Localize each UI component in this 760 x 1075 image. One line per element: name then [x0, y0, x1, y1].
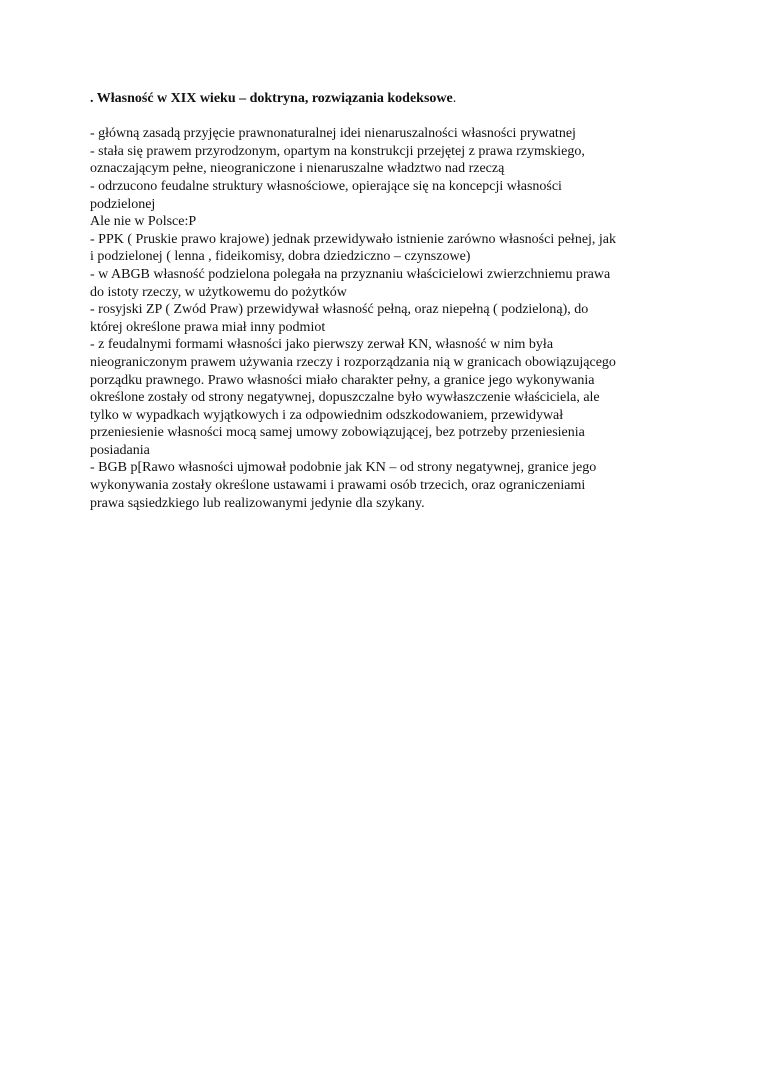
- text-line: i podzielonej ( lenna , fideikomisy, dobra dziedziczno – czynszowe): [90, 249, 471, 265]
- text-line: - w ABGB własność podzielona polegała na przyznaniu właścicielowi zwierzchniemu prawa: [90, 266, 611, 282]
- text-line: której określone prawa miał inny podmiot: [90, 319, 326, 335]
- document-title: [90, 90, 690, 108]
- text-line: wykonywania zostały określone ustawami i prawami osób trzecich, oraz ograniczeniami: [90, 478, 586, 494]
- text-line: prawa sąsiedzkiego lub realizowanymi jedynie dla szykany.: [90, 495, 425, 511]
- document-title-tail: .: [452, 91, 457, 106]
- text-line: oznaczającym pełne, nieograniczone i nienaruszalne władztwo nad rzeczą: [90, 161, 505, 177]
- document-body: [90, 90, 690, 512]
- text-line: przeniesienie własności mocą samej umowy zobowiązującej, bez potrzeby przeniesienia: [90, 425, 585, 441]
- text-line: określone zostały od strony negatywnej, dopuszczalne było wywłaszczenie właściciela, ale: [90, 390, 600, 406]
- text-line: - PPK ( Pruskie prawo krajowe) jednak przewidywało istnienie zarówno własności pełnej, jak: [90, 231, 617, 247]
- text-line: - stała się prawem przyrodzonym, opartym na konstrukcji przejętej z prawa rzymskiego,: [90, 143, 585, 159]
- text-line: nieograniczonym prawem używania rzeczy i rozporządzania nią w granicach obowiązującego: [90, 354, 616, 370]
- document-title-bold: . Własność w XIX wieku – doktryna, rozwiązania kodeksowe: [90, 91, 453, 106]
- text-line: - główną zasadą przyjęcie prawnonaturalnej idei nienaruszalności własności prywatnej: [90, 126, 576, 142]
- paragraph-spacer: [90, 108, 690, 126]
- document-text-block: [90, 125, 690, 512]
- text-line: - odrzucono feudalne struktury własnościowe, opierające się na koncepcji własności: [90, 178, 562, 194]
- text-line: Ale nie w Polsce:P: [90, 214, 197, 230]
- text-line: posiadania: [90, 442, 150, 458]
- text-line: - rosyjski ZP ( Zwód Praw) przewidywał własność pełną, oraz niepełną ( podzieloną), do: [90, 302, 589, 318]
- text-line: - BGB p[Rawo własności ujmował podobnie jak KN – od strony negatywnej, granice jego: [90, 460, 597, 476]
- text-line: podzielonej: [90, 196, 156, 212]
- text-line: tylko w wypadkach wyjątkowych i za odpowiednim odszkodowaniem, przewidywał: [90, 407, 564, 423]
- text-line: - z feudalnymi formami własności jako pierwszy zerwał KN, własność w nim była: [90, 337, 554, 353]
- text-line: do istoty rzeczy, w użytkowemu do pożytków: [90, 284, 347, 300]
- text-line: porządku prawnego. Prawo własności miało charakter pełny, a granice jego wykonywania: [90, 372, 595, 388]
